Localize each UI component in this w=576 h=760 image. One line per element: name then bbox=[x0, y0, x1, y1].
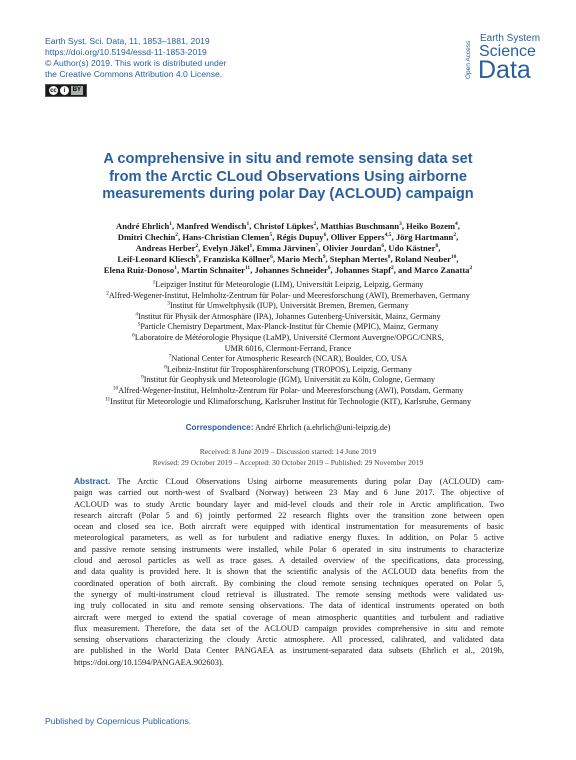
author-name: , Evelyn Jäkel bbox=[198, 243, 250, 253]
affiliation-marker: 2 bbox=[313, 221, 317, 228]
title-line: measurements during polar Day (ACLOUD) campaign bbox=[102, 186, 474, 202]
affiliation-text: Institut für Meteorologie und Klimaforschung, Karlsruher Institut für Technologie (KIT), Karlsruhe, Germany bbox=[110, 396, 472, 406]
abstract-line bbox=[74, 634, 504, 645]
author-name: , bbox=[456, 254, 459, 264]
abstract-text: flux measurement. Therefore, the data set of the ACLOUD campaign provides comprehensive in situ and remote bbox=[74, 623, 504, 633]
abstract-line bbox=[74, 645, 504, 656]
cc-icon: cc bbox=[50, 87, 57, 94]
affiliation-text: National Center for Atmospheric Research (NCAR), Boulder, CO, USA bbox=[171, 354, 408, 364]
abstract-text: are published in the World Data Center PANGAEA as instrument-separated data subsets (Ehrlich et al., 2019b, bbox=[74, 646, 504, 656]
author-line bbox=[40, 221, 536, 232]
author-name: Leif-Leonard Kliesch bbox=[117, 254, 196, 264]
author-name: , Roland Neuber bbox=[390, 254, 451, 264]
affiliation-marker: 11 bbox=[244, 265, 251, 272]
abstract-label: Abstract. bbox=[74, 476, 111, 486]
affiliation-number: 7 bbox=[168, 353, 172, 360]
affiliation-marker: 2 bbox=[390, 265, 394, 272]
open-access-label: Open Access bbox=[465, 40, 472, 79]
affiliation-text: Particle Chemistry Department, Max-Planck-Institut für Chemie (MPIC), Mainz, Germany bbox=[140, 322, 439, 332]
affiliation-marker: 1 bbox=[169, 221, 173, 228]
affiliation-marker: 6 bbox=[327, 265, 331, 272]
affiliation-number: 9 bbox=[140, 374, 144, 381]
affiliation-item bbox=[40, 333, 536, 344]
author-name: , Mario Mech bbox=[272, 254, 323, 264]
author-name: Elena Ruiz-Donoso bbox=[103, 265, 175, 275]
logo-line-3: Data bbox=[478, 56, 531, 84]
abstract-line bbox=[74, 612, 504, 623]
affiliation-marker: 9 bbox=[195, 254, 199, 261]
correspondence-label: Correspondence: bbox=[185, 423, 254, 432]
affiliation-item bbox=[40, 365, 536, 376]
author-name: , Manfred Wendisch bbox=[172, 221, 247, 231]
affiliation-marker: 6 bbox=[381, 243, 385, 250]
copyright-notice: © Author(s) 2019. This work is distributed under bbox=[45, 58, 227, 68]
affiliation-marker: 10 bbox=[450, 254, 457, 261]
affiliation-marker: 2 bbox=[195, 243, 199, 250]
abstract-text: paign was carried out north-west of Svalbard (Norway) between 23 May and 6 June 2017. The objective of bbox=[74, 488, 504, 498]
author-name: Dmitri Chechin bbox=[117, 232, 176, 242]
journal-citation: Earth Syst. Sci. Data, 11, 1853–1881, 2019 bbox=[45, 36, 210, 46]
author-name: , Emma Järvinen bbox=[252, 243, 316, 253]
author-name: , Stephan Mertes bbox=[325, 254, 388, 264]
abstract-line bbox=[74, 521, 504, 532]
affiliation-text: Institut für Geophysik und Meteorologie (IGM), Universität zu Köln, Cologne, Germany bbox=[143, 375, 436, 385]
abstract-line bbox=[74, 600, 504, 611]
author-name: , Franziska Köllner bbox=[198, 254, 271, 264]
abstract-line bbox=[74, 623, 504, 634]
abstract-line bbox=[74, 555, 504, 566]
abstract-text: and passive remote sensing instruments were installed, while Polar 6 operated in situ instruments to characterize bbox=[74, 544, 504, 554]
affiliation-number: 1 bbox=[152, 279, 156, 286]
abstract-text: https://doi.org/10.1594/PANGAEA.902603). bbox=[74, 657, 224, 667]
abstract bbox=[74, 476, 504, 668]
abstract-text: ing truly collocated in situ and remote sensing observations. The data of identical instruments operated on both bbox=[74, 601, 504, 611]
author-name: , bbox=[456, 232, 459, 242]
license-text[interactable]: the Creative Commons Attribution 4.0 License. bbox=[45, 69, 223, 79]
logo-line-1: Earth System bbox=[480, 33, 541, 44]
affiliation-marker: 1 bbox=[246, 221, 250, 228]
author-line bbox=[40, 243, 536, 254]
logo-line-2: Science bbox=[479, 43, 536, 60]
publication-dates bbox=[40, 447, 536, 468]
affiliation-marker: 8 bbox=[387, 254, 391, 261]
affiliation-item bbox=[40, 301, 536, 312]
affiliation-text: Alfred-Wegener-Institut, Helmholtz-Zentrum für Polar- und Meeresforschung (AWI), Potsdam, Germany bbox=[118, 385, 464, 395]
abstract-line bbox=[74, 566, 504, 577]
abstract-text: cloud and aerosol particles as well as trace gases. A detailed overview of the specifications, data processing, bbox=[74, 556, 504, 566]
abstract-line bbox=[74, 657, 504, 668]
author-name: , Jörg Hartmann bbox=[391, 232, 454, 242]
affiliation-marker: 5 bbox=[269, 232, 273, 239]
abstract-text: and data quality is provided here. It is shown that the scientific analysis of the ACLOUD data benefits from the bbox=[74, 567, 504, 577]
dates-line: Revised: 29 October 2019 – Accepted: 30 October 2019 – Published: 29 November 2019 bbox=[152, 457, 424, 467]
author-name: , and Marco Zanatta bbox=[393, 265, 470, 275]
author-name: Andreas Herber bbox=[135, 243, 196, 253]
author-name: , Johannes Schneider bbox=[250, 265, 328, 275]
abstract-line bbox=[74, 487, 504, 498]
cc-by-license-badge[interactable] bbox=[45, 84, 87, 97]
affiliation-marker: 7 bbox=[315, 243, 319, 250]
dates-line: Received: 8 June 2019 – Discussion started: 14 June 2019 bbox=[199, 447, 377, 456]
affiliation-item bbox=[40, 386, 536, 397]
affiliation-item bbox=[40, 312, 536, 323]
paper-title bbox=[40, 151, 536, 204]
affiliation-marker: 1 bbox=[249, 243, 253, 250]
title-line: A comprehensive in situ and remote sensing data set bbox=[103, 151, 473, 167]
author-name: , Christof Lüpkes bbox=[249, 221, 314, 231]
by-label: BY bbox=[72, 87, 82, 93]
affiliation-text: UMR 6016, Clermont-Ferrand, France bbox=[224, 343, 352, 353]
affiliation-text: Alfred-Wegener-Institut, Helmholtz-Zentrum für Polar- und Meeresforschung (AWI), Bremerhaven, Germany bbox=[108, 290, 470, 300]
author-list bbox=[40, 221, 536, 276]
affiliation-marker: 6 bbox=[323, 232, 327, 239]
abstract-text: sensing observations characterizing the cloudy Arctic atmosphere. All processed, calibrated, and validated data bbox=[74, 635, 504, 645]
affiliation-marker: 4 bbox=[455, 221, 458, 228]
affiliation-marker: 8 bbox=[435, 243, 439, 250]
affiliation-number: 5 bbox=[137, 321, 141, 328]
author-name: , Hans-Christian Clemen bbox=[178, 232, 270, 242]
affiliation-marker: 2 bbox=[175, 232, 179, 239]
affiliation-marker: 4,5 bbox=[384, 232, 392, 239]
abstract-text: ocean and closed sea ice. Both aircraft were equipped with identical instrumentation for measurements of basic bbox=[74, 522, 504, 532]
affiliation-item bbox=[40, 322, 536, 333]
affiliation-number: 10 bbox=[112, 385, 119, 392]
abstract-text: meteorological parameters, as well as for turbulent and radiative energy fluxes. In addition, on Polar 5 active bbox=[74, 533, 504, 543]
affiliation-marker: 6 bbox=[270, 254, 273, 261]
correspondence bbox=[40, 422, 536, 433]
author-name: , Heiko Bozem bbox=[401, 221, 456, 231]
abstract-line bbox=[74, 544, 504, 555]
abstract-line bbox=[74, 589, 504, 600]
journal-logo bbox=[463, 33, 553, 83]
author-name: , bbox=[457, 221, 460, 231]
author-name: , Olivier Jourdan bbox=[318, 243, 382, 253]
affiliation-marker: 9 bbox=[322, 254, 326, 261]
abstract-line bbox=[74, 476, 504, 487]
abstract-text: ACLOUD was to study Arctic boundary layer and mid-level clouds and their role in Arctic amplification. Two bbox=[74, 499, 504, 509]
abstract-line bbox=[74, 510, 504, 521]
publisher-footer[interactable]: Published by Copernicus Publications. bbox=[45, 716, 192, 726]
affiliation-number: 4 bbox=[135, 311, 139, 318]
attribution-person-icon: i bbox=[60, 86, 69, 95]
affiliation-number: 8 bbox=[164, 364, 167, 371]
affiliation-item bbox=[40, 397, 536, 408]
abstract-line bbox=[74, 532, 504, 543]
author-name: , Udo Kästner bbox=[384, 243, 436, 253]
affiliation-item bbox=[40, 280, 536, 291]
correspondence-text[interactable]: André Ehrlich (a.ehrlich@uni-leipzig.de) bbox=[255, 423, 391, 432]
author-name: , Martin Schnaiter bbox=[176, 265, 245, 275]
title-line: from the Arctic CLoud Observations Using airborne bbox=[109, 168, 467, 185]
affiliation-text: Leipziger Institut für Meteorologie (LIM), Universität Leipzig, Leipzig, Germany bbox=[155, 280, 424, 289]
abstract-text: research aircraft (Polar 5 and 6) jointly performed 22 research flights over the transition zone between open bbox=[74, 510, 504, 520]
affiliation-marker: 2 bbox=[469, 265, 473, 272]
affiliation-marker: 3 bbox=[399, 221, 402, 228]
affiliation-text: Laboratoire de Météorologie Physique (LaMP), Université Clermont Auvergne/OPGC/CNRS, bbox=[134, 332, 444, 342]
affiliation-item bbox=[40, 354, 536, 365]
doi-link[interactable]: https://doi.org/10.5194/essd-11-1853-2019 bbox=[45, 47, 207, 57]
author-line bbox=[40, 265, 536, 276]
affiliation-list bbox=[40, 280, 536, 407]
author-line bbox=[40, 232, 536, 243]
author-name: , Johannes Stapf bbox=[330, 265, 391, 275]
author-name: , Régis Dupuy bbox=[272, 232, 324, 242]
affiliation-item bbox=[40, 344, 536, 355]
affiliation-text: Institut für Physik der Atmosphäre (IPA), Johannes Gutenberg-Universität, Mainz, Germany bbox=[138, 311, 441, 321]
affiliation-number: 11 bbox=[104, 395, 111, 402]
author-name: André Ehrlich bbox=[116, 221, 170, 231]
abstract-line bbox=[74, 578, 504, 589]
affiliation-number: 3 bbox=[167, 300, 170, 307]
affiliation-marker: 2 bbox=[453, 232, 457, 239]
author-name: , Olliver Eppers bbox=[326, 232, 385, 242]
header-meta bbox=[45, 36, 226, 80]
affiliation-number: 2 bbox=[106, 289, 109, 296]
affiliation-text: Leibniz-Institut für Troposphärenforschung (TROPOS), Leipzig, Germany bbox=[166, 364, 412, 374]
affiliation-number: 6 bbox=[132, 332, 135, 339]
author-name: , Matthias Buschmann bbox=[316, 221, 400, 231]
affiliation-marker: 1 bbox=[174, 265, 177, 272]
abstract-text: The Arctic CLoud Observations Using airborne measurements during polar Day (ACLOUD) cam- bbox=[117, 477, 505, 486]
abstract-text: coordinated operation of both aircraft. By combining the cloud remote sensing techniques operated on Polar 5, bbox=[74, 578, 504, 588]
abstract-line bbox=[74, 499, 504, 510]
author-name: , bbox=[438, 243, 441, 253]
abstract-text: the synergy of multi-instrument cloud retrieval is illustrated. The remote sensing methods were validated us- bbox=[74, 589, 504, 599]
affiliation-text: Institut für Umweltphysik (IUP), Universität Bremen, Bremen, Germany bbox=[169, 301, 409, 311]
abstract-text: aircraft were merged to extend the spatial coverage of mean atmospheric quantities and turbulent and radiative bbox=[74, 612, 504, 622]
affiliation-item bbox=[40, 291, 536, 302]
author-line bbox=[40, 254, 536, 265]
